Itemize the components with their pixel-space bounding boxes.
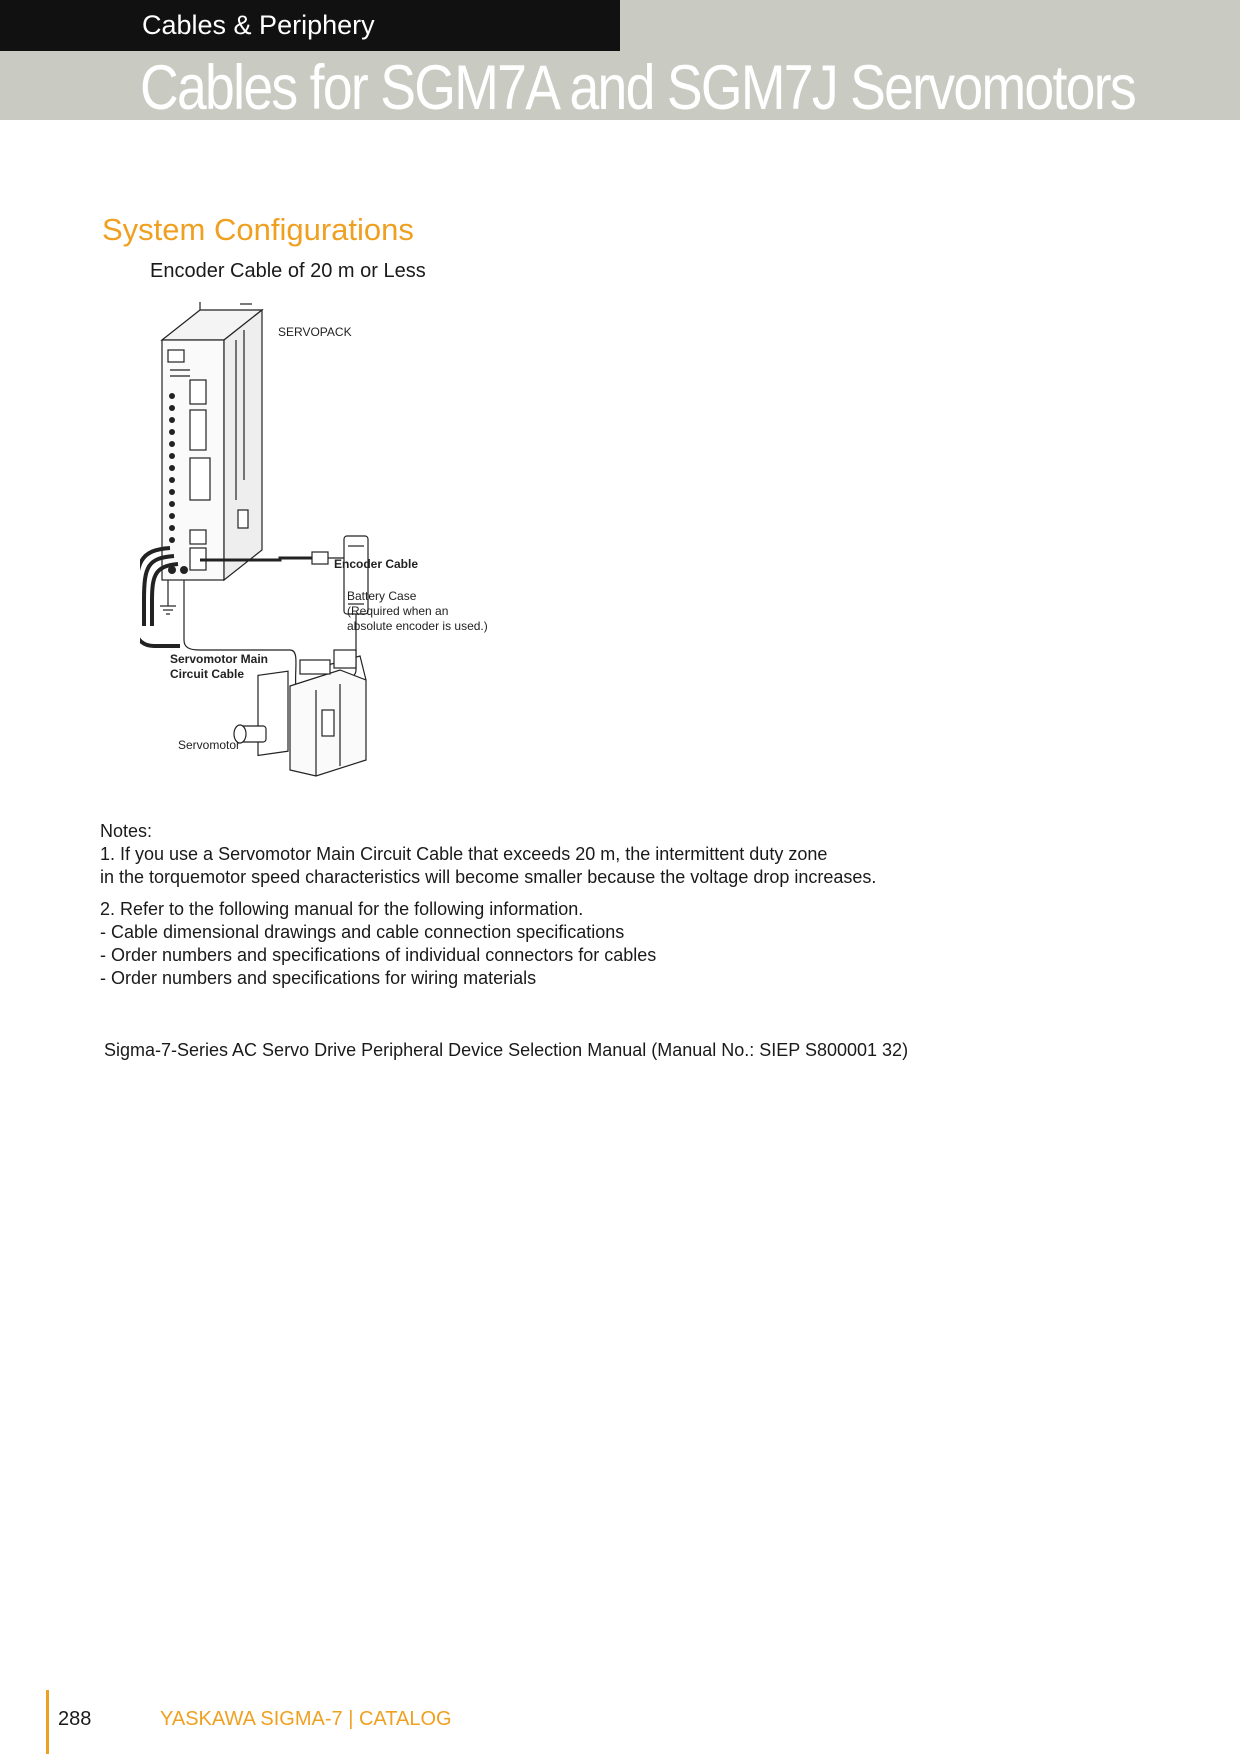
page-number: 288: [58, 1708, 92, 1730]
servomotor-drawing: [234, 650, 366, 776]
note-2-item: - Order numbers and specifications of individual connectors for cables: [100, 945, 657, 965]
manual-reference: Sigma-7-Series AC Servo Drive Peripheral Device Selection Manual (Manual No.: SIEP S800001 32): [104, 1040, 909, 1060]
battery-case-label-line1: Battery Case: [347, 589, 417, 603]
note-2-item: - Order numbers and specifications for wiring materials: [100, 968, 537, 988]
section-label: Cables & Periphery: [142, 10, 375, 40]
battery-case-label-line3: absolute encoder is used.): [347, 619, 488, 633]
note-2-item: - Cable dimensional drawings and cable connection specifications: [100, 922, 625, 942]
note-1-line-1: 1. If you use a Servomotor Main Circuit Cable that exceeds 20 m, the intermittent duty zone: [100, 844, 828, 864]
encoder-cable-label: Encoder Cable: [334, 557, 419, 571]
servopack-label: SERVOPACK: [278, 325, 352, 339]
notes-block: [100, 820, 1100, 990]
catalog-name: YASKAWA SIGMA-7 | CATALOG: [160, 1708, 452, 1730]
servomotor-label: Servomotor: [178, 738, 241, 752]
figure-heading: Encoder Cable of 20 m or Less: [150, 260, 426, 282]
note-1-line-2: in the torquemotor speed characteristics will become smaller because the voltage drop increases.: [100, 867, 877, 887]
battery-case-label-line2: (Required when an: [347, 604, 449, 618]
footer-accent-rule: [46, 1690, 49, 1754]
notes-title: Notes:: [100, 821, 153, 841]
servopack-drawing: [162, 302, 262, 580]
diagram-drawing: [140, 300, 560, 800]
main-cable-label-line2: Circuit Cable: [170, 667, 245, 681]
system-configuration-diagram: [140, 300, 560, 800]
note-2-intro: 2. Refer to the following manual for the following information.: [100, 899, 584, 919]
subsection-title: System Configurations: [102, 212, 414, 247]
page-title: Cables for SGM7A and SGM7J Servomotors: [140, 53, 1135, 123]
main-cable-label-line1: Servomotor Main: [170, 652, 269, 666]
